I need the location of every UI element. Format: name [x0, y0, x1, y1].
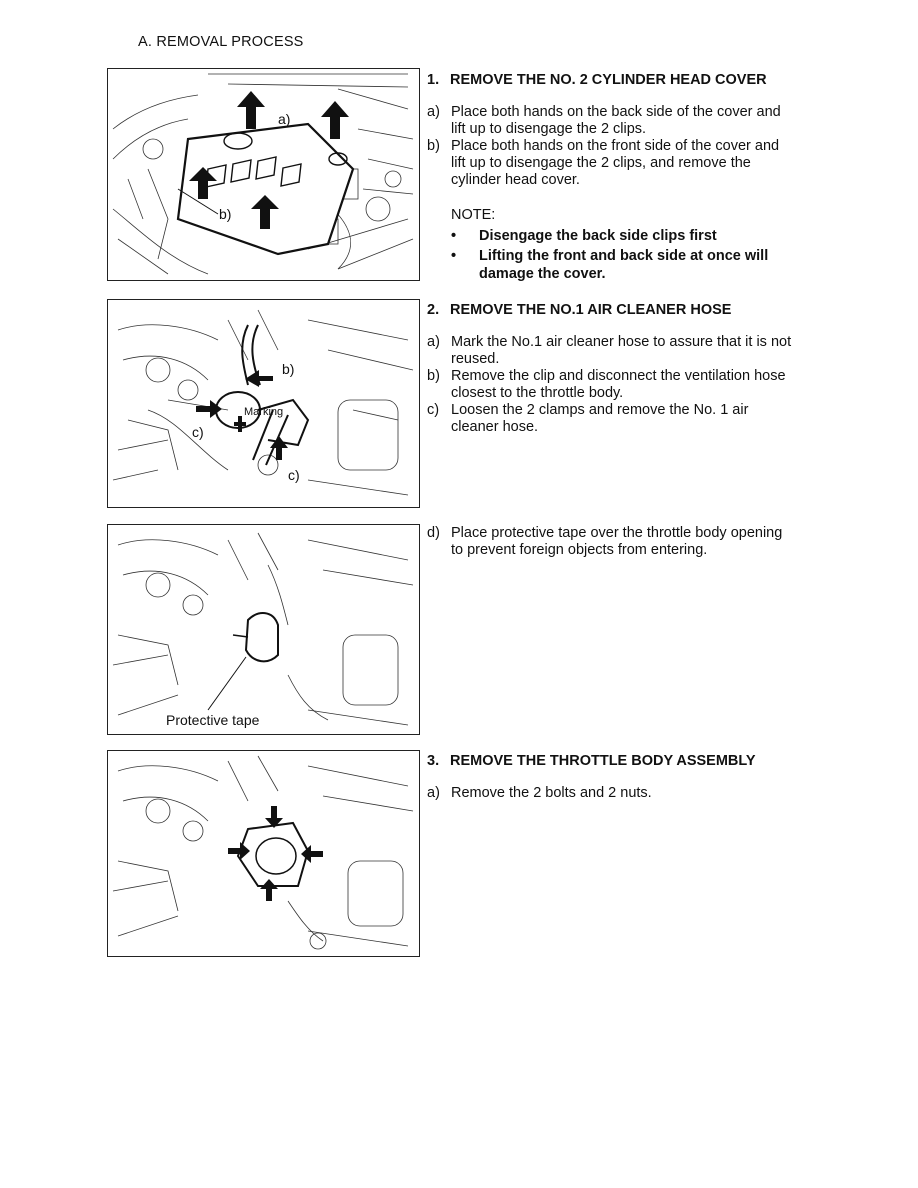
bullet-icon: • — [451, 228, 457, 244]
protective-tape-illustration — [108, 525, 419, 734]
item-text: Remove the 2 bolts and 2 nuts. — [451, 785, 652, 801]
figure-label-a: a) — [278, 111, 291, 127]
figure-label-b: b) — [282, 361, 295, 377]
item-text: Place protective tape over the throttle body opening to prevent foreign objects from entering. — [451, 525, 783, 558]
figure-cylinder-head-cover — [107, 68, 420, 281]
step-number: 3. — [427, 753, 440, 769]
figure-label-b: b) — [219, 206, 232, 222]
item-letter: c) — [427, 402, 440, 418]
step-number: 1. — [427, 72, 440, 88]
list-item — [427, 785, 827, 802]
figure-label-c-right: c) — [288, 467, 300, 483]
item-text: Remove the clip and disconnect the ventilation hose closest to the throttle body. — [451, 368, 786, 401]
item-letter: b) — [427, 368, 440, 384]
item-letter: a) — [427, 785, 440, 801]
list-item — [427, 402, 827, 436]
note-bullet — [451, 227, 827, 245]
list-item — [427, 525, 827, 559]
figure-label-protective-tape: Protective tape — [166, 712, 260, 728]
list-item — [427, 334, 827, 368]
step-3 — [427, 753, 827, 802]
step-2d — [427, 509, 827, 559]
item-letter: a) — [427, 104, 440, 120]
step-number: 2. — [427, 302, 440, 318]
item-text: Loosen the 2 clamps and remove the No. 1 air cleaner hose. — [451, 402, 749, 435]
step-title: REMOVE THE NO.1 AIR CLEANER HOSE — [450, 302, 732, 318]
figure-protective-tape — [107, 524, 420, 735]
item-letter: d) — [427, 525, 440, 541]
item-text: Mark the No.1 air cleaner hose to assure that it is not reused. — [451, 334, 792, 367]
bullet-text: Disengage the back side clips first — [479, 228, 717, 244]
note-title: NOTE: — [451, 207, 496, 223]
step-title: REMOVE THE THROTTLE BODY ASSEMBLY — [450, 753, 756, 769]
section-title: A. REMOVAL PROCESS — [138, 34, 304, 50]
step-1 — [427, 72, 827, 285]
item-letter: a) — [427, 334, 440, 350]
item-letter: b) — [427, 138, 440, 154]
item-text: Place both hands on the back side of the cover and lift up to disengage the 2 clips. — [451, 104, 781, 137]
figure-label-marking: Marking — [244, 406, 284, 418]
item-text: Place both hands on the front side of the cover and lift up to disengage the 2 clips, and remove the cylinder head cover. — [451, 138, 780, 188]
air-cleaner-hose-illustration — [108, 300, 419, 507]
figure-air-cleaner-hose — [107, 299, 420, 508]
cylinder-head-cover-illustration — [108, 69, 419, 280]
step-title: REMOVE THE NO. 2 CYLINDER HEAD COVER — [450, 72, 767, 88]
step-2 — [427, 302, 827, 436]
list-item — [427, 138, 827, 189]
throttle-body-illustration — [108, 751, 419, 956]
note-bullet — [451, 247, 827, 283]
figure-label-c-left: c) — [192, 424, 204, 440]
list-item — [427, 368, 827, 402]
bullet-text: Lifting the front and back side at once will damage the cover. — [479, 248, 769, 282]
figure-throttle-body — [107, 750, 420, 957]
list-item — [427, 104, 827, 138]
bullet-icon: • — [451, 248, 457, 264]
